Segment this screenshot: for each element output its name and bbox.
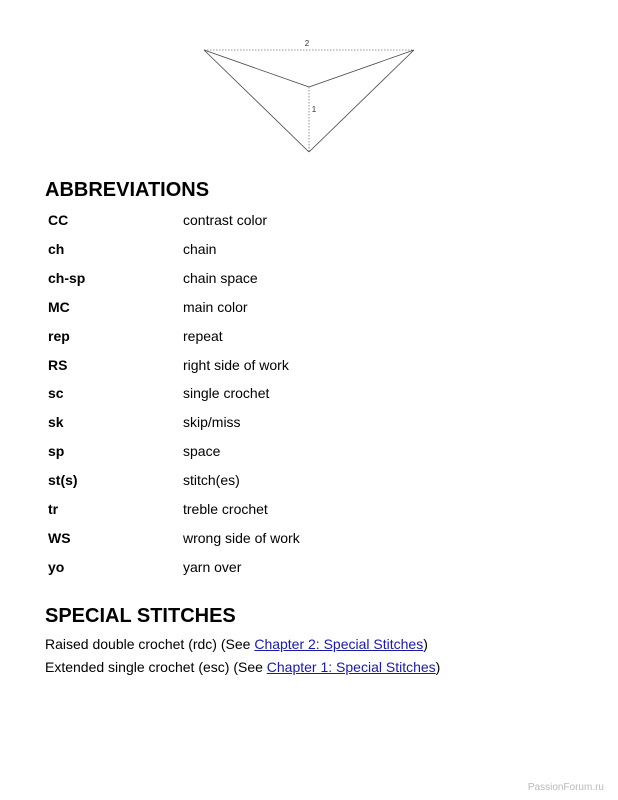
abbreviation-row: [48, 523, 300, 552]
height-dimension-label: 1: [311, 105, 317, 114]
abbreviation-term: sp: [48, 443, 65, 460]
watermark: PassionForum.ru: [527, 782, 604, 793]
abbreviation-definition: space: [183, 443, 221, 460]
abbreviations-table: [48, 206, 300, 581]
abbreviation-term: tr: [48, 500, 59, 517]
abbreviation-row: [48, 350, 300, 379]
abbreviation-term: MC: [48, 298, 70, 315]
special-stitches-list: [45, 633, 440, 679]
abbreviation-term: yo: [48, 558, 65, 575]
abbreviation-row: [48, 293, 300, 322]
abbreviation-row: [48, 235, 300, 264]
abbreviation-definition: repeat: [183, 327, 223, 344]
shawl-diagram-svg: [198, 36, 420, 158]
abbreviation-definition: stitch(es): [183, 472, 240, 489]
abbreviation-definition: chain: [183, 241, 217, 258]
special-stitch-line: [45, 633, 440, 656]
abbreviation-term: WS: [48, 529, 71, 546]
chapter-link[interactable]: Chapter 1: Special Stitches: [266, 659, 436, 675]
abbreviations-heading: ABBREVIATIONS: [45, 179, 210, 201]
abbreviation-definition: treble crochet: [183, 500, 268, 517]
abbreviation-definition: yarn over: [183, 558, 242, 575]
special-stitch-text: Raised double crochet (rdc) (See: [45, 636, 255, 652]
outer-right-edge: [309, 50, 414, 152]
outer-left-edge: [204, 50, 309, 152]
abbreviation-row: [48, 437, 300, 466]
special-stitch-suffix: ): [435, 659, 441, 675]
special-stitch-text: Extended single crochet (esc) (See: [45, 659, 267, 675]
special-stitches-heading: SPECIAL STITCHES: [45, 605, 236, 627]
inner-left-edge: [204, 50, 309, 87]
abbreviation-term: RS: [48, 356, 68, 373]
abbreviation-definition: single crochet: [183, 385, 270, 402]
abbreviation-term: ch: [48, 241, 65, 258]
abbreviation-row: [48, 466, 300, 495]
inner-right-edge: [309, 50, 414, 87]
abbreviation-definition: skip/miss: [183, 414, 241, 431]
abbreviation-term: st(s): [48, 472, 78, 489]
abbreviation-row: [48, 321, 300, 350]
abbreviation-term: CC: [48, 212, 69, 229]
abbreviation-definition: chain space: [183, 270, 258, 287]
abbreviation-term: rep: [48, 327, 70, 344]
special-stitch-line: [45, 656, 440, 679]
abbreviation-term: ch-sp: [48, 270, 86, 287]
shawl-diagram: [198, 36, 420, 158]
abbreviation-definition: main color: [183, 298, 248, 315]
abbreviation-row: [48, 264, 300, 293]
chapter-link[interactable]: Chapter 2: Special Stitches: [254, 636, 424, 652]
abbreviation-definition: contrast color: [183, 212, 268, 229]
special-stitch-suffix: ): [423, 636, 428, 652]
abbreviation-definition: right side of work: [183, 356, 289, 373]
abbreviation-row: [48, 552, 300, 581]
abbreviation-row: [48, 408, 300, 437]
abbreviation-row: [48, 206, 300, 235]
abbreviation-term: sc: [48, 385, 64, 402]
abbreviation-definition: wrong side of work: [183, 529, 300, 546]
abbreviation-term: sk: [48, 414, 64, 431]
abbreviation-row: [48, 494, 300, 523]
abbreviation-row: [48, 379, 300, 408]
width-dimension-label: 2: [304, 39, 310, 48]
